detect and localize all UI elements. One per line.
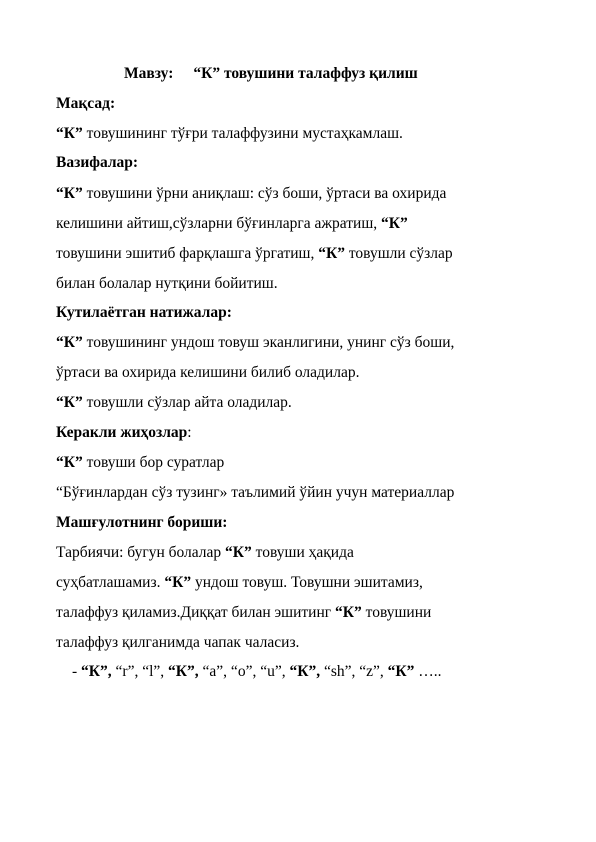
materials-line-1	[56, 453, 224, 473]
title-prefix: Мавзу:	[124, 65, 174, 82]
k-sound-label: “К”	[381, 215, 408, 232]
materials-body-1: товуши бор суратлар	[82, 454, 225, 471]
results-body-3: товушли сўзлар айта оладилар.	[82, 394, 292, 411]
process-body-2b: ундош товуш. Товушни эшитамиз,	[191, 574, 423, 591]
goal-text	[56, 124, 403, 144]
process-line-4: талаффуз қилганимда чапак чаласиз.	[56, 634, 300, 651]
sequence-part-4: …..	[414, 663, 442, 680]
results-line-1	[56, 333, 454, 353]
k-sound-label: “К”	[225, 544, 252, 561]
k-sound-label: “К”	[56, 334, 83, 351]
k-sound-label: “К”	[318, 245, 345, 262]
sequence-dash: -	[72, 663, 82, 680]
tasks-line-3	[56, 244, 453, 264]
k-sound-label: “К”	[56, 185, 83, 202]
process-line-2	[56, 573, 423, 593]
k-sound-label: “К”	[56, 394, 83, 411]
k-sound-label: “К”	[387, 663, 415, 680]
process-heading: Машғулотнинг бориши:	[56, 514, 228, 531]
k-sound-label: “К”	[335, 604, 362, 621]
process-line-3	[56, 603, 431, 623]
tasks-heading: Вазифалар:	[56, 154, 139, 171]
results-body-1: товушининг ундош товуш эканлигини, унинг сўз боши,	[82, 334, 455, 351]
k-sound-label: “К”,	[289, 663, 321, 680]
materials-heading: Керакли жиҳозлар	[56, 424, 188, 441]
process-body-1a: Тарбиячи: бугун болалар	[56, 544, 226, 561]
process-body-2a: суҳбатлашамиз.	[56, 574, 165, 591]
sequence-part-1: “r”, “l”,	[111, 663, 169, 680]
lesson-title	[124, 64, 418, 84]
materials-colon: :	[187, 424, 192, 441]
results-line-2: ўртаси ва охирида келишини билиб оладилар.	[56, 364, 360, 381]
results-heading: Кутилаётган натижалар:	[56, 304, 232, 321]
tasks-body-3a: товушини эшитиб фарқлашга ўргатиш,	[56, 245, 319, 262]
process-body-3b: товушини	[361, 604, 432, 621]
sequence-part-2: “a”, “o”, “u”,	[198, 663, 290, 680]
sequence-part-3: “sh”, “z”,	[320, 663, 388, 680]
tasks-body-2: келишини айтиш,сўзларни бўғинларга ажратиш,	[56, 215, 382, 232]
goal-heading: Мақсад:	[56, 95, 116, 112]
sound-sequence	[72, 662, 442, 682]
process-body-1b: товуши ҳақида	[251, 544, 354, 561]
results-line-3	[56, 393, 292, 413]
process-line-1	[56, 543, 354, 563]
k-sound-label: “К”,	[168, 663, 199, 680]
process-body-3a: талаффуз қиламиз.Диққат билан эшитинг	[56, 604, 335, 621]
tasks-body-1: товушини ўрни аниқлаш: сўз боши, ўртаси ва охирида	[82, 185, 447, 202]
k-sound-label: “К”	[164, 574, 192, 591]
tasks-line-1	[56, 184, 446, 204]
materials-heading-line	[56, 423, 192, 443]
title-topic: “К” товушини талаффуз қилиш	[193, 65, 418, 82]
goal-body: товушининг тўғри талаффузини мустаҳкамлаш.	[82, 125, 403, 142]
tasks-body-3b: товушли сўзлар	[344, 245, 453, 262]
materials-line-2: “Бўғинлардан сўз тузинг» таълимий ўйин учун материаллар	[56, 484, 455, 501]
k-sound-label: “К”	[56, 454, 83, 471]
tasks-line-2	[56, 214, 408, 234]
k-sound-label: “К”,	[81, 663, 112, 680]
k-sound-label: “К”	[56, 125, 83, 142]
tasks-line-4: билан болалар нутқини бойитиш.	[56, 275, 278, 292]
